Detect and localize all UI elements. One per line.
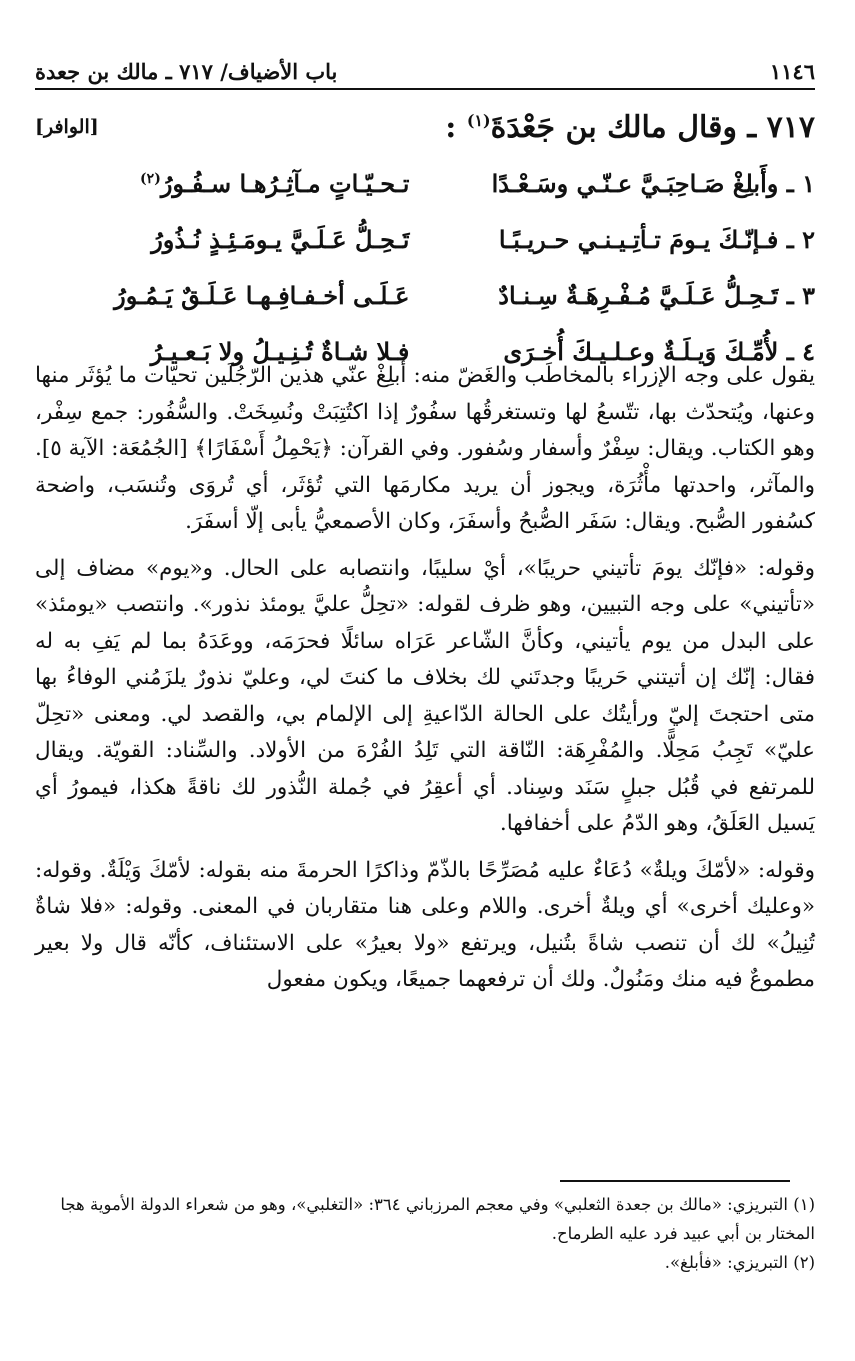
verse-block [35,155,815,379]
running-header [35,50,815,90]
verse-second-text: تـحـيّـاتٍ مـآثِـرُهـا سـفُـورُ [160,168,410,198]
footnote-divider [560,1180,790,1182]
verse-line [35,155,815,211]
verse-second-hemistich [35,169,409,198]
footnote-marker: (٢) [140,170,161,187]
footnotes [35,1190,815,1277]
commentary-paragraph: وقوله: «لأمّكَ ويلةٌ» دُعَاءٌ عليه مُصَرِّحًا بالذّمّ وذاكرًا الحرمةَ منه بقوله: لأمّكَ وَيْلَةٌ. وقوله: «وعليك أخرى» أي ويلةٌ أخرى. واللام وعلى هنا متقاربان في المعنى. وقوله: «فلا شاةٌ تُنِيلُ» لك أن تنصب شاةً بتُنيل، ويرتفع «ولا بعيرُ» على الاستئناف، كأنّه قال ولا بعير مطموعٌ فيه منك ومَنُولٌ. ولك أن ترفعهما جميعًا، ويكون مفعول [35,857,815,992]
poem-title-colon: : [445,109,457,145]
verse-first-hemistich: ٤ ـ لأُمِّـكَ وَيـلَـةٌ وعـلـيـكَ أُخـرَى [503,336,815,366]
verse-second-hemistich: عَـلَـى أخـفـافِـهـا عَـلَـقٌ يَـمُـورُ [114,280,410,310]
verse-first-hemistich: ١ ـ وأَبلِغْ صَـاحِبَـيَّ عـنّـي وسَـعْـدًا [491,168,815,198]
verse-first-hemistich: ٢ ـ فـإنّـكَ يـومَ تـأتِـيـنـي حـريـبًـا [498,224,815,254]
verse-first-hemistich: ٣ ـ تَـحِـلُّ عَـلَـيَّ مُـفْـرِهَـةٌ سِـنـادٌ [498,280,815,310]
poem-meter: [الوافر] [35,116,99,138]
poem-title-row [35,103,815,151]
footnote: (٢) التبريزي: «فأبلغ». [664,1253,815,1272]
commentary-paragraph: وقوله: «فإنّك يومَ تأتيني حريبًا»، أيْ سليبًا، وانتصابه على الحال. و«يوم» مضاف إلى «تأتيني» على وجه التبيين، وهو ظرف لقوله: «تحِلُّ عليَّ يومئذ نذور». وانتصب «يومئذ» على البدل من يوم يأتيني، وكأنَّ الشّاعر عَرَاه سائلًا فحرَمَه، ووعَدَهُ بما لم يَفِ به له فقال: إنّك إن أتيتني حَريبًا وجدتَني لك بخلاف ما كنتَ لي، وعليّ نذورٌ يلزَمُني الوفاءُ بها متى احتجتَ إليّ ورأيتُك على الحالة الدّاعيةِ إلى الإلمام بي، والقصد لي. ومعنى «تحِلّ عليّ» تَجِبُ مَحِلًّا. والمُفْرِهَة: النّاقة التي تَلِدُ الفُرْهَ من الأولاد. والسِّناد: القويّة. ويقال للمرتفع في قُبُل جبلٍ سَنَد وسِناد. أي أعقِرُ في جُملة النُّذور لك ناقةً هكذا، فيمورُ أي يَسيل العَلَقُ، وهو الدّمُ على أخفافها. [35,555,815,836]
verse-second-hemistich: تَـحِـلُّ عَـلَـيَّ يـومَـئِـذٍ نُـذُورُ [151,224,410,254]
verse-line [35,267,815,323]
running-title: باب الأضياف/ ٧١٧ ـ مالك بن جعدة [35,59,338,84]
commentary-paragraph: يقول على وجه الإزراء بالمخاطَب والغَضّ منه: أبلِغْ عنّي هذين الرّجُلَين تحيّات ما يُؤثَر منها وعنها، ويُتحدّث بها، تتّسعُ لها وتستغرقُها سفُورٌ إذا اكتُتِبَتْ ونُسِخَتْ. والسُّفُور: جمع سِفْر، وهو الكتاب. ويقال: سِفْرٌ وأسفار وسُفور. وفي القرآن: ﴿يَحْمِلُ أَسْفَارًا﴾ [الجُمُعَة: الآية ٥]. والمآثر، واحدتها مأْثُرَة، ويجوز أن يريد مكارمَها التي تُؤثَر، أي تُروَى وتُنسَب، واضحة كسُفور الصُّبح. ويقال: سَفَر الصُّبحُ وأسفَرَ، وكان الأصمعيُّ يأبى إلّا أسفَرَ. [35,363,815,534]
poem-title-text: ٧١٧ ـ وقال مالك بن جَعْدَةَ [490,109,815,145]
commentary-body [35,358,815,1009]
footnote-marker: (١) [466,110,491,130]
footnote: (١) التبريزي: «مالك بن جعدة الثعلبي» وفي معجم المرزباني ٣٦٤: «التغلبي»، وهو من شعراء الدولة الأموية هجا المختار بن أبي عبيد فرد عليه الطرماح. [60,1195,815,1243]
page-number: ١١٤٦ [769,59,815,84]
verse-line [35,211,815,267]
poem-title [445,110,815,145]
verse-second-hemistich: فـلا شـاةٌ تُـنِـيـلُ ولا بَـعـيـرُ [150,336,410,366]
